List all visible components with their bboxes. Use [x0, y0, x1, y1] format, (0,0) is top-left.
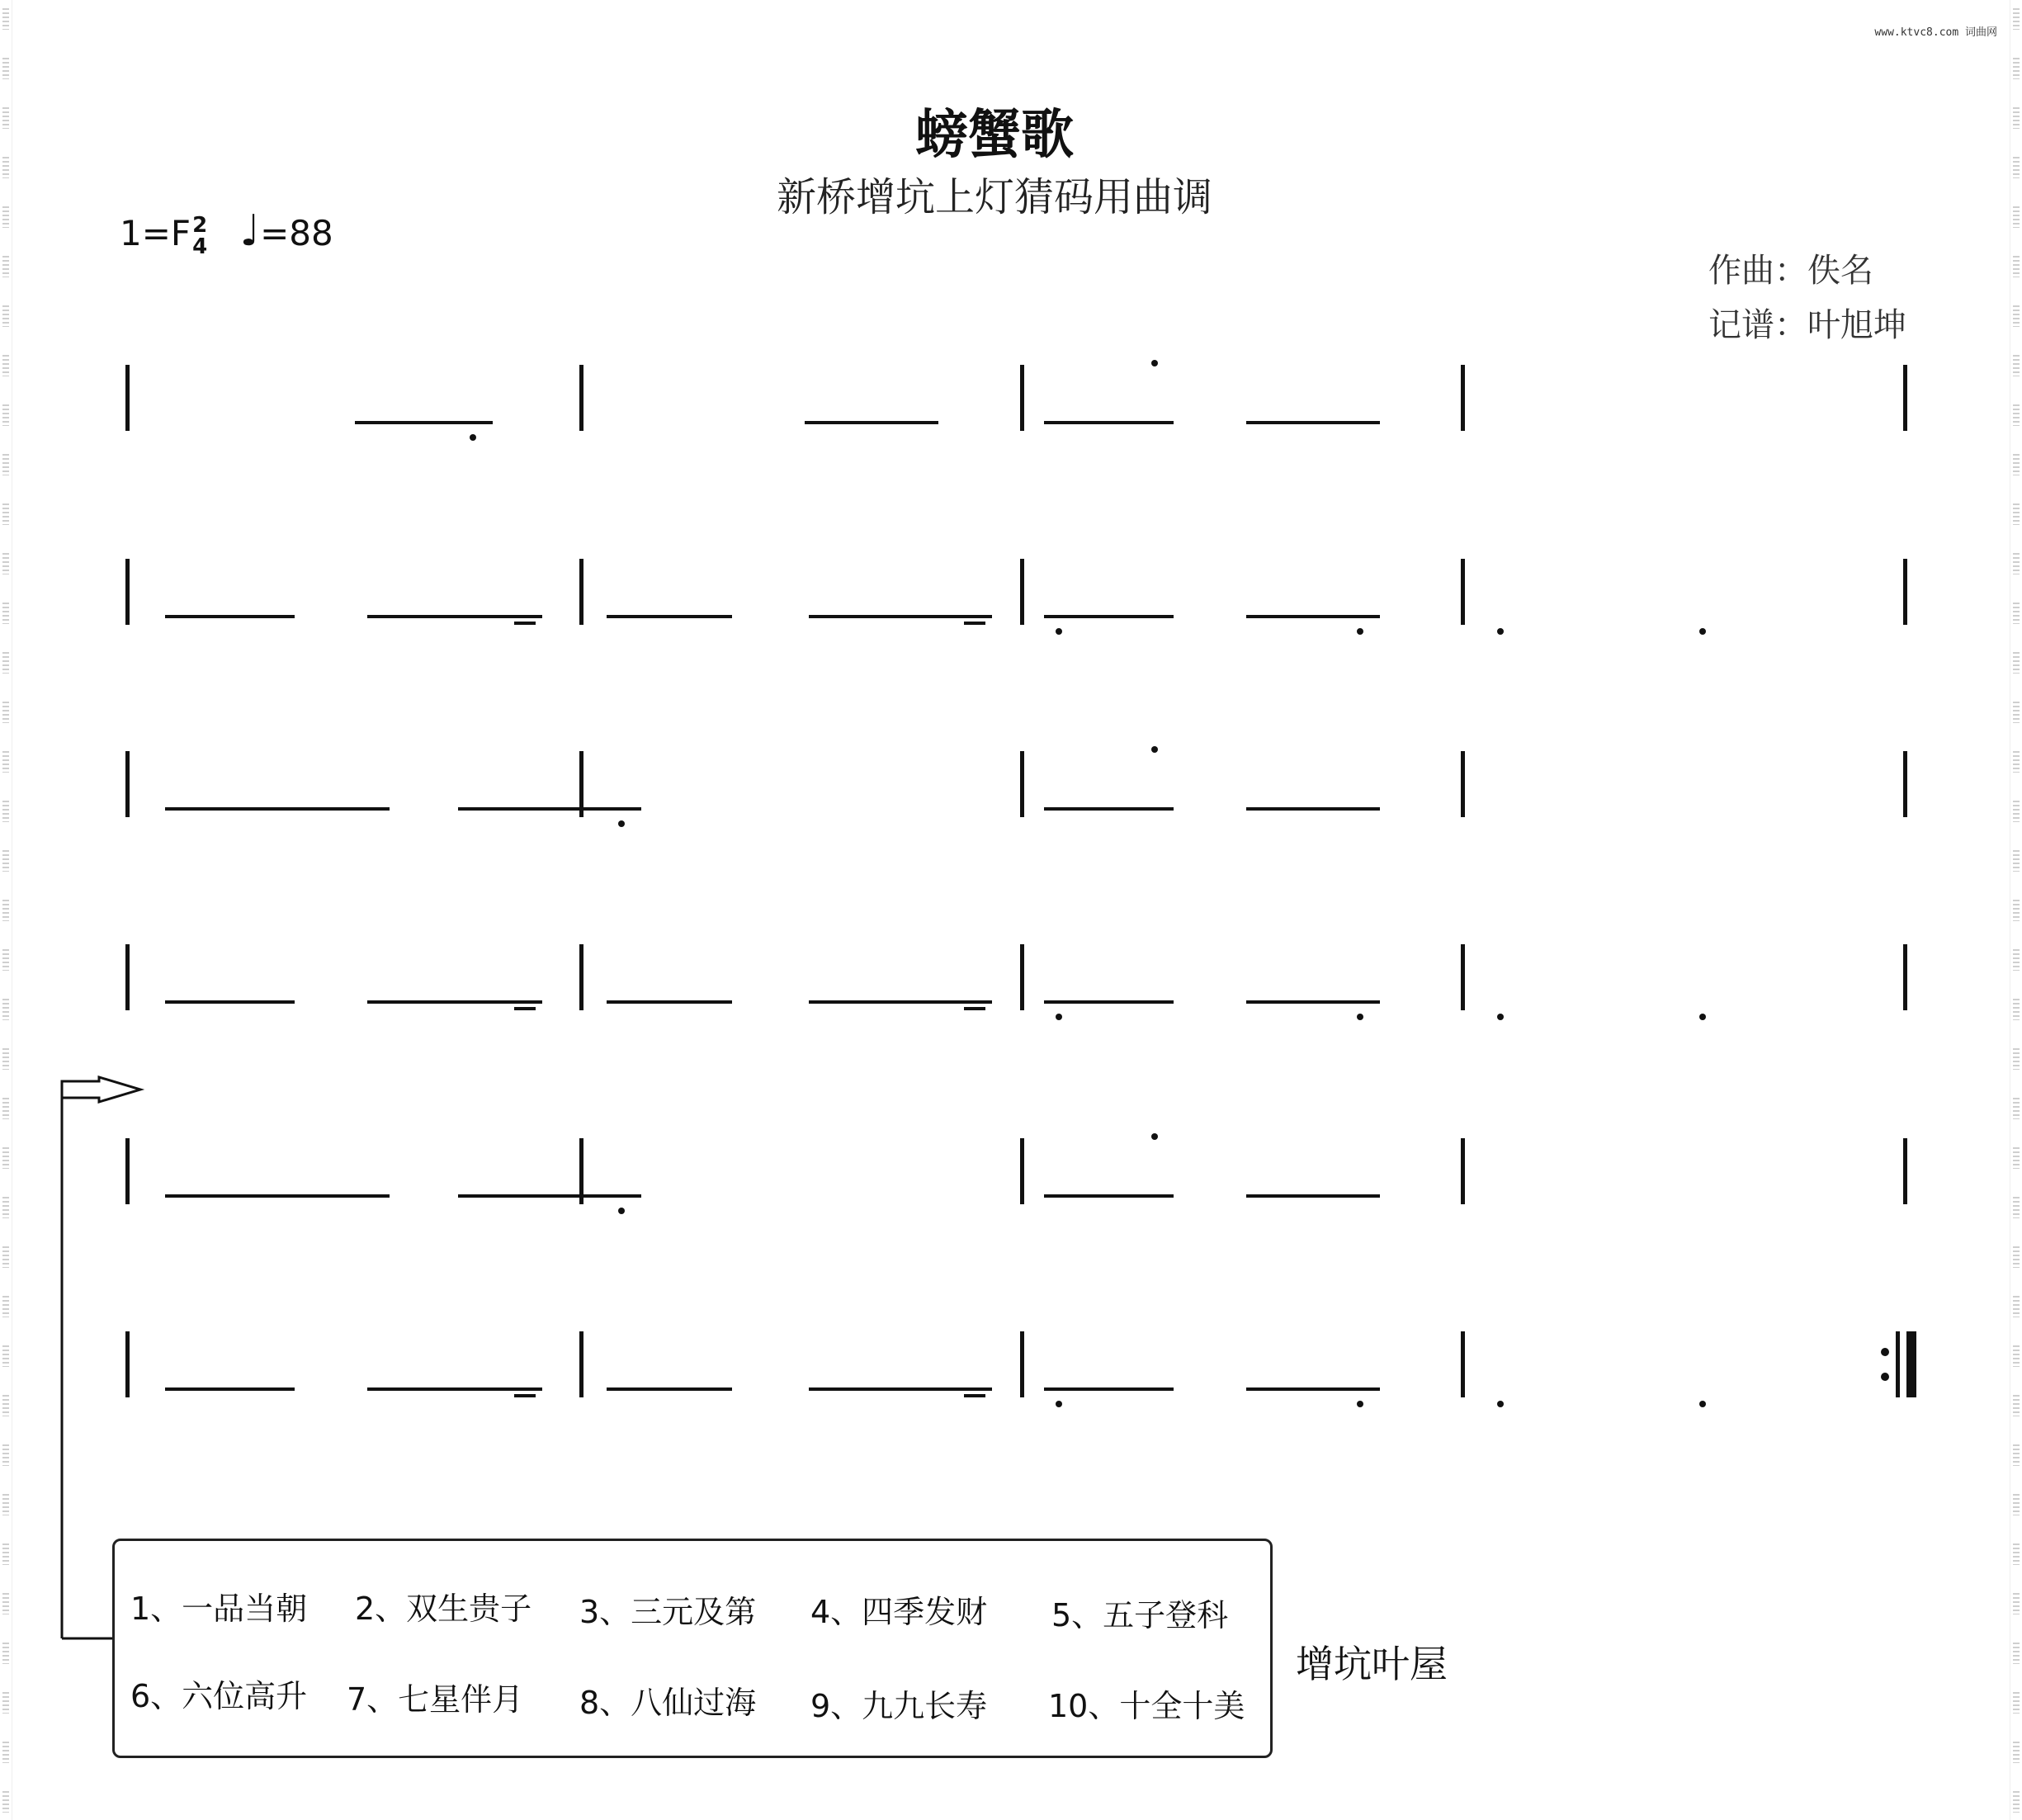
high-octave-dot — [1151, 746, 1158, 753]
margin-tick — [2, 1692, 9, 1714]
beam-underline — [1044, 421, 1174, 424]
beam-underline — [458, 807, 641, 811]
time-top: 2 — [192, 212, 208, 238]
margin-tick — [2013, 503, 2020, 525]
margin-tick — [2013, 58, 2020, 79]
key-prefix: 1=F — [120, 213, 191, 253]
margin-tick — [2, 1543, 9, 1565]
low-octave-dot — [1357, 1401, 1363, 1407]
double-underline — [514, 1394, 536, 1397]
quarter-note-icon: ♩ — [239, 206, 261, 256]
composer-credit: 作曲：佚名 — [1708, 252, 1873, 290]
barline — [1903, 944, 1907, 1010]
beam-underline — [458, 1194, 641, 1198]
low-octave-dot — [1699, 628, 1706, 635]
legend-item: 2、双生贵子 — [355, 1591, 532, 1627]
barline — [125, 751, 130, 817]
beam-underline — [1044, 1000, 1174, 1004]
beam-underline — [1246, 1194, 1380, 1198]
barline — [125, 365, 130, 431]
legend-item: 8、八仙过海 — [579, 1685, 757, 1721]
margin-tick — [2013, 1692, 2020, 1714]
double-underline — [514, 1007, 536, 1010]
margin-tick — [2013, 1593, 2020, 1614]
song-title: 螃蟹歌 — [915, 104, 1074, 166]
margin-tick — [2, 850, 9, 872]
legend-item: 3、三元及第 — [579, 1594, 757, 1630]
margin-tick — [2013, 355, 2020, 376]
beam-underline — [165, 1000, 295, 1004]
beam-underline — [367, 1387, 542, 1391]
barline — [1020, 944, 1024, 1010]
margin-tick — [2, 1147, 9, 1169]
barline — [1020, 1331, 1024, 1397]
margin-tick — [2013, 900, 2020, 921]
margin-tick — [2, 949, 9, 971]
beam-underline — [165, 1387, 295, 1391]
barline — [1020, 559, 1024, 625]
beam-underline — [1246, 1387, 1380, 1391]
margin-tick — [2, 256, 9, 277]
barline — [1461, 1138, 1465, 1204]
low-octave-dot — [1497, 1401, 1504, 1407]
repeat-dot — [1881, 1373, 1889, 1381]
time-bottom: 4 — [192, 234, 208, 259]
repeat-thick-bar — [1906, 1331, 1916, 1397]
margin-tick — [2013, 801, 2020, 822]
margin-tick — [2, 1494, 9, 1515]
margin-tick — [2013, 1246, 2020, 1268]
margin-tick — [2, 1643, 9, 1664]
margin-tick — [2, 603, 9, 624]
margin-tick — [2013, 305, 2020, 327]
beam-underline — [805, 421, 938, 424]
beam-underline — [1044, 807, 1174, 811]
margin-tick — [2, 900, 9, 921]
barline — [1020, 1138, 1024, 1204]
margin-tick — [2013, 1296, 2020, 1317]
beam-underline — [607, 1387, 732, 1391]
margin-tick — [2013, 1791, 2020, 1813]
beam-underline — [165, 1194, 390, 1198]
low-octave-dot — [1357, 1014, 1363, 1020]
legend-item: 6、六位高升 — [130, 1678, 308, 1714]
beam-underline — [367, 1000, 542, 1004]
barline — [1020, 365, 1024, 431]
margin-tick — [2, 355, 9, 376]
tempo-value: =88 — [260, 213, 333, 253]
song-subtitle: 新桥增坑上灯猜码用曲调 — [776, 174, 1212, 220]
double-underline — [964, 1007, 985, 1010]
low-octave-dot — [1497, 628, 1504, 635]
legend-item: 5、五子登科 — [1051, 1597, 1229, 1633]
author-tag: 增坑叶屋 — [1296, 1642, 1448, 1686]
beam-underline — [1246, 807, 1380, 811]
arrow-line — [62, 1090, 99, 1638]
barline — [125, 559, 130, 625]
time-signature — [192, 212, 208, 259]
margin-tick — [2013, 1742, 2020, 1763]
margin-tick — [2, 702, 9, 723]
double-underline — [964, 622, 985, 625]
margin-tick — [2013, 206, 2020, 228]
barline — [1461, 559, 1465, 625]
left-margin-strip — [0, 0, 12, 1820]
beam-underline — [809, 1387, 992, 1391]
margin-tick — [2, 1395, 9, 1416]
margin-tick — [2, 454, 9, 475]
margin-tick — [2013, 652, 2020, 674]
high-octave-dot — [1151, 360, 1158, 366]
margin-tick — [2013, 850, 2020, 872]
repeat-thin-bar — [1896, 1331, 1900, 1397]
barline — [1903, 559, 1907, 625]
low-octave-dot — [618, 820, 625, 827]
low-octave-dot — [1056, 1014, 1062, 1020]
low-octave-dot — [470, 434, 476, 441]
transcriber-credit: 记谱：叶旭坤 — [1708, 306, 1906, 344]
beam-underline — [809, 615, 992, 618]
beam-underline — [607, 1000, 732, 1004]
margin-tick — [2, 1593, 9, 1614]
beam-underline — [809, 1000, 992, 1004]
margin-tick — [2, 1444, 9, 1466]
barline — [1461, 944, 1465, 1010]
barline — [1020, 751, 1024, 817]
margin-tick — [2013, 702, 2020, 723]
high-octave-dot — [1151, 1133, 1158, 1140]
right-margin-strip — [2010, 0, 2022, 1820]
beam-underline — [1246, 615, 1380, 618]
margin-tick — [2, 801, 9, 822]
low-octave-dot — [1056, 628, 1062, 635]
beam-underline — [1044, 1387, 1174, 1391]
margin-tick — [2013, 999, 2020, 1020]
low-octave-dot — [1699, 1014, 1706, 1020]
margin-tick — [2, 58, 9, 79]
low-octave-dot — [1497, 1014, 1504, 1020]
legend-item: 4、四季发财 — [810, 1594, 988, 1630]
beam-underline — [1246, 1000, 1380, 1004]
margin-tick — [2, 503, 9, 525]
margin-tick — [2013, 553, 2020, 574]
margin-tick — [2, 8, 9, 30]
margin-tick — [2, 1345, 9, 1367]
legend-item: 7、七星伴月 — [347, 1681, 524, 1718]
beam-underline — [367, 615, 542, 618]
barline — [1461, 1331, 1465, 1397]
margin-tick — [2013, 949, 2020, 971]
beam-underline — [1246, 421, 1380, 424]
legend-item: 10、十全十美 — [1048, 1688, 1245, 1724]
beam-underline — [165, 807, 390, 811]
arrow-head-icon — [62, 1077, 140, 1102]
margin-tick — [2013, 1543, 2020, 1565]
barline — [1903, 1138, 1907, 1204]
barline — [1903, 365, 1907, 431]
margin-tick — [2, 1791, 9, 1813]
margin-tick — [2013, 1643, 2020, 1664]
margin-tick — [2, 1742, 9, 1763]
double-underline — [964, 1394, 985, 1397]
watermark: www.ktvc8.com 词曲网 — [1874, 26, 1997, 39]
margin-tick — [2013, 751, 2020, 773]
beam-underline — [1044, 1194, 1174, 1198]
margin-tick — [2013, 603, 2020, 624]
barline — [579, 365, 583, 431]
barline — [579, 559, 583, 625]
beam-underline — [165, 615, 295, 618]
margin-tick — [2013, 1098, 2020, 1119]
margin-tick — [2013, 1197, 2020, 1218]
low-octave-dot — [618, 1208, 625, 1214]
barline — [125, 944, 130, 1010]
margin-tick — [2, 1246, 9, 1268]
low-octave-dot — [1699, 1401, 1706, 1407]
margin-tick — [2, 1197, 9, 1218]
margin-tick — [2013, 1345, 2020, 1367]
margin-tick — [2, 652, 9, 674]
beam-underline — [355, 421, 493, 424]
key-signature — [120, 206, 333, 258]
beam-underline — [1044, 615, 1174, 618]
legend-item: 9、九九长寿 — [810, 1688, 988, 1724]
margin-tick — [2, 305, 9, 327]
barline — [579, 944, 583, 1010]
beam-underline — [607, 615, 732, 618]
margin-tick — [2, 553, 9, 574]
barline — [1461, 751, 1465, 817]
low-octave-dot — [1056, 1401, 1062, 1407]
margin-tick — [2013, 1048, 2020, 1070]
margin-tick — [2013, 157, 2020, 178]
margin-tick — [2013, 1395, 2020, 1416]
margin-tick — [2, 404, 9, 426]
margin-tick — [2, 1048, 9, 1070]
margin-tick — [2, 1296, 9, 1317]
double-underline — [514, 622, 536, 625]
repeat-dot — [1881, 1348, 1889, 1356]
barline — [1903, 751, 1907, 817]
margin-tick — [2013, 107, 2020, 129]
margin-tick — [2013, 1444, 2020, 1466]
legend-item: 1、一品当朝 — [130, 1591, 308, 1627]
margin-tick — [2013, 454, 2020, 475]
margin-tick — [2013, 1494, 2020, 1515]
margin-tick — [2013, 1147, 2020, 1169]
margin-tick — [2013, 256, 2020, 277]
margin-tick — [2, 999, 9, 1020]
barline — [579, 1331, 583, 1397]
margin-tick — [2, 751, 9, 773]
barline — [1461, 365, 1465, 431]
margin-tick — [2013, 404, 2020, 426]
margin-tick — [2013, 8, 2020, 30]
low-octave-dot — [1357, 628, 1363, 635]
margin-tick — [2, 1098, 9, 1119]
